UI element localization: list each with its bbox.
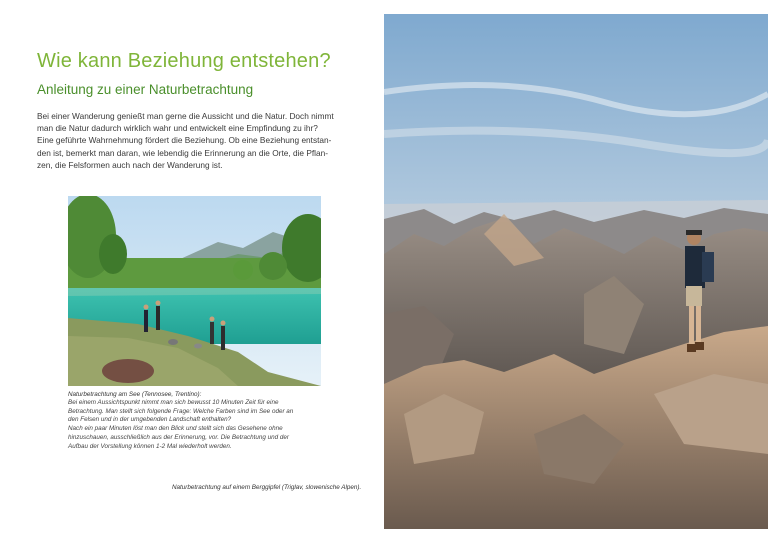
page-subtitle: Anleitung zu einer Naturbetrachtung xyxy=(37,82,254,97)
intro-paragraph: Bei einer Wanderung genießt man gerne die Aussicht und die Natur. Doch nimmt man die Natur dadurch wirklich wahr und entwickelt eine Empfindung zu ihr? Eine geführte Wahrnehmung fördert die Beziehung. Ob eine Beziehung entstan- den ist, bemerkt man daran, wie lebendig die Erinnerung an die Orte, die Pflan- zen, die Felsformen auch nach der Wanderung ist. xyxy=(37,111,334,170)
mountain-caption: Naturbetrachtung auf einem Berggipfel (Triglav, slowenische Alpen). xyxy=(172,484,362,491)
lake-caption-title: Naturbetrachtung am See (Tennosee, Trentino): xyxy=(68,391,202,398)
lake-caption xyxy=(68,390,324,451)
page-title: Wie kann Beziehung entstehen? xyxy=(37,50,331,72)
lake-caption-body: Bei einem Aussichtspunkt nimmt man sich bewusst 10 Minuten Zeit für eine Betrachtung. Man stellt sich folgende Frage: Welche Farben sind im See oder an den Felsen und in der umgebenden Landschaft enthalten? Nach ein paar Minuten löst man den Blick und stellt sich das Gesehene ohne hinzuschauen, ausschließlich aus der Erinnerung, vor. Die Betrachtung und der Aufbau der Vorstellung können 1-2 Mal wiederholt werden. xyxy=(68,399,294,450)
mountain-photo xyxy=(384,14,768,529)
lake-photo xyxy=(68,196,321,386)
